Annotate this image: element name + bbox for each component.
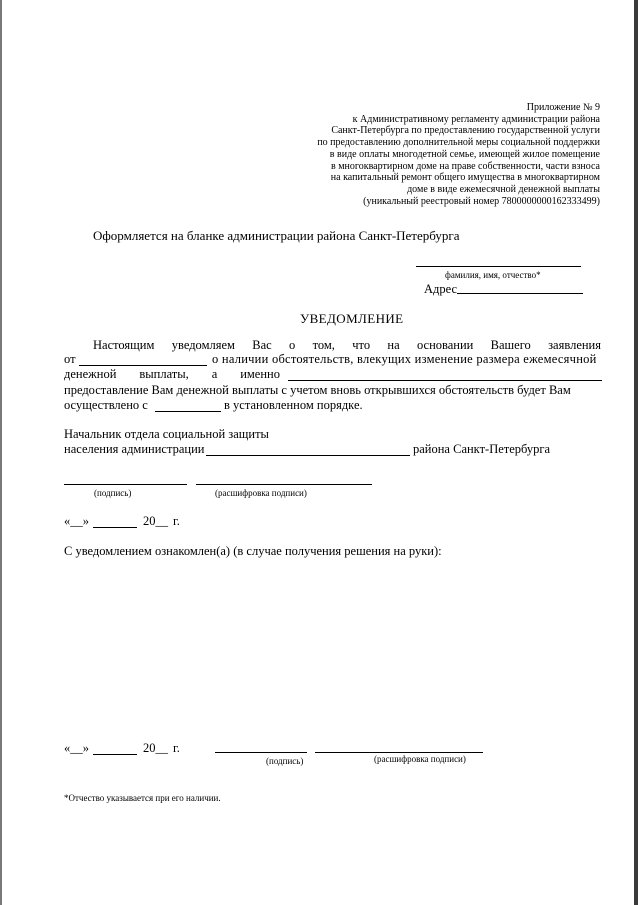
official-decoding-field[interactable] xyxy=(196,484,372,485)
notice-line-2: о наличии обстоятельств, влекущих изменение размера ежемесячной xyxy=(212,352,597,366)
year-prefix-2: 20__ xyxy=(143,741,168,755)
notice-line-1 xyxy=(93,338,601,353)
recipient-decoding-field[interactable] xyxy=(315,752,483,753)
open-quote: « xyxy=(64,514,71,528)
appendix-line: в виде оплаты многодетной семье, имеющей жилое помещение xyxy=(329,148,600,160)
year-suffix-2: г. xyxy=(173,741,180,755)
word: денежной xyxy=(64,367,117,381)
word: заявления xyxy=(548,338,601,352)
document-title: УВЕДОМЛЕНИЕ xyxy=(300,311,404,326)
word: основании xyxy=(416,338,474,352)
close-quote: » xyxy=(82,741,89,755)
word: том, xyxy=(312,338,335,352)
year-suffix-1: г. xyxy=(173,514,180,528)
date-line-1 xyxy=(64,514,89,529)
word: Настоящим xyxy=(93,338,155,352)
scan-edge-right xyxy=(634,0,638,905)
appendix-header xyxy=(317,102,600,207)
decoding-caption: (расшифровка подписи) xyxy=(215,488,307,498)
month-field-2[interactable] xyxy=(93,754,137,755)
decoding-caption: (расшифровка подписи) xyxy=(374,754,466,764)
day-blank[interactable]: __ xyxy=(70,741,83,755)
recipient-name-caption: фамилия, имя, отчество* xyxy=(445,270,541,280)
recipient-signature-field[interactable] xyxy=(215,752,307,753)
from-label: от xyxy=(64,352,76,366)
word: на xyxy=(387,338,400,352)
word: Вашего xyxy=(490,338,531,352)
appendix-line: Санкт-Петербурга по предоставлению государственной услуги xyxy=(331,125,600,137)
appendix-line: доме в виде ежемесячной денежной выплаты xyxy=(407,183,600,195)
scan-edge-left xyxy=(0,0,2,905)
notice-line-3 xyxy=(64,367,280,382)
address-label: Адрес xyxy=(424,282,458,296)
notice-line-4: предоставление Вам денежной выплаты с учетом вновь открывшихся обстоятельств будет Вам xyxy=(64,383,571,397)
notice-line-5-prefix: осуществлено с xyxy=(64,398,148,412)
word: выплаты, xyxy=(139,367,189,381)
appendix-line: (уникальный реестровый номер 7800000000162333499) xyxy=(363,195,600,207)
signatory-line-2-suffix: района Санкт-Петербурга xyxy=(413,442,551,456)
appendix-line: в многоквартирном доме на праве собственности, части взноса xyxy=(330,160,600,172)
application-date-field[interactable] xyxy=(79,365,207,366)
word: о xyxy=(289,338,296,352)
official-signature-field[interactable] xyxy=(64,484,187,485)
close-quote: » xyxy=(82,514,89,528)
notice-line-5-suffix: в установленном порядке. xyxy=(224,398,363,412)
word: что xyxy=(352,338,371,352)
open-quote: « xyxy=(64,741,71,755)
start-date-field[interactable] xyxy=(155,411,221,412)
appendix-line: к Административному регламенту администрации района xyxy=(352,113,600,125)
recipient-name-field[interactable] xyxy=(416,266,581,267)
signatory-line-1: Начальник отдела социальной защиты xyxy=(64,427,269,441)
word: именно xyxy=(240,367,280,381)
day-blank[interactable]: __ xyxy=(70,514,83,528)
district-field[interactable] xyxy=(206,455,410,456)
word: уведомляем xyxy=(171,338,235,352)
word: а xyxy=(211,367,218,381)
appendix-line: на капитальный ремонт общего имущества в многоквартирном xyxy=(330,172,600,184)
signatory-line-2-prefix: населения администрации xyxy=(64,442,205,456)
signature-caption: (подпись) xyxy=(266,756,304,766)
circumstances-field[interactable] xyxy=(288,380,602,381)
form-note: Оформляется на бланке администрации района Санкт-Петербурга xyxy=(93,228,460,243)
month-field-1[interactable] xyxy=(93,527,137,528)
word: Вас xyxy=(252,338,272,352)
signature-caption: (подпись) xyxy=(94,488,132,498)
date-line-2 xyxy=(64,741,89,756)
acknowledgement: С уведомлением ознакомлен(а) (в случае получения решения на руки): xyxy=(64,544,442,558)
footnote: *Отчество указывается при его наличии. xyxy=(64,793,221,803)
address-field[interactable] xyxy=(457,293,583,294)
appendix-line: по предоставлению дополнительной меры социальной поддержки xyxy=(317,137,600,149)
appendix-line: Приложение № 9 xyxy=(526,102,600,113)
year-prefix-1: 20__ xyxy=(143,514,168,528)
